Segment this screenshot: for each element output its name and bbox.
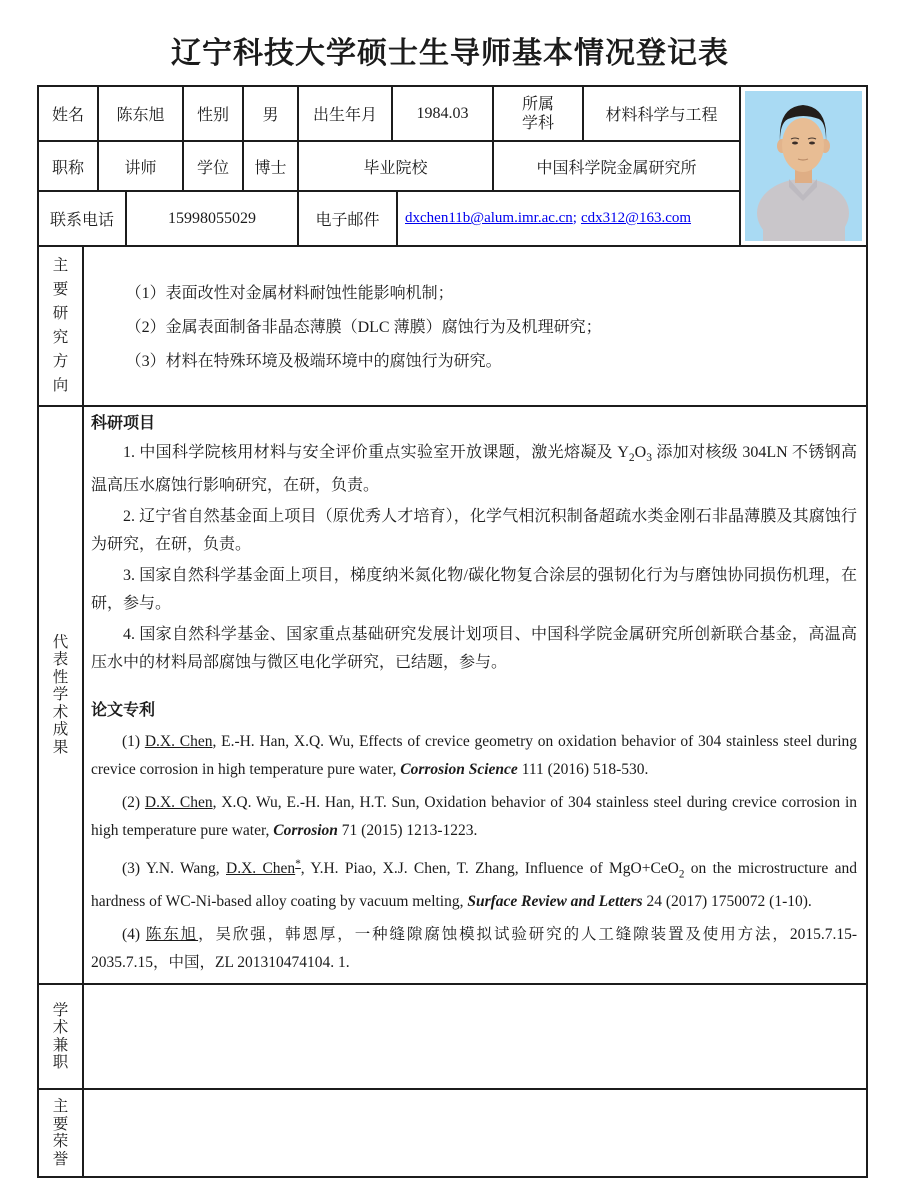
- degree-value: 博士: [244, 142, 299, 190]
- job-title-value: 讲师: [99, 142, 184, 190]
- achievements-label: 代表性学术成果: [39, 407, 84, 983]
- basic-info-block: [39, 87, 866, 245]
- major-honors-label: 主要荣誉: [39, 1090, 84, 1176]
- photo-cell: [741, 87, 866, 245]
- portrait-photo: [745, 91, 862, 241]
- name-value: 陈东旭: [99, 87, 184, 140]
- academic-positions-label: 学术兼职: [39, 985, 84, 1088]
- birth-label: 出生年月: [299, 87, 393, 140]
- email-value: [398, 192, 741, 245]
- phone-value: 15998055029: [127, 192, 299, 245]
- page-title: 辽宁科技大学硕士生导师基本情况登记表: [171, 37, 729, 70]
- research-directions-row: [39, 245, 866, 407]
- papers-header: 论文专利: [91, 702, 156, 720]
- gender-label: 性别: [184, 87, 244, 140]
- discipline-label: [494, 87, 584, 140]
- direction-item: （1）表面改性对金属材料耐蚀性能影响机制；: [125, 285, 454, 302]
- project-item: 2. 辽宁省自然基金面上项目（原优秀人才培育），化学气相沉积制备超疏水类金刚石非晶薄膜及其腐蚀行为研究，在研，负责。: [91, 508, 857, 554]
- paper-item: (2) D.X. Chen, X.Q. Wu, E.-H. Han, H.T. Sun, Oxidation behavior of 304 stainless steel during crevice corrosion in high temperature pure water, Corrosion 71 (2015) 1213-1223.: [91, 794, 858, 840]
- school-label: 毕业院校: [299, 142, 494, 190]
- school-value: 中国科学院金属研究所: [494, 142, 741, 190]
- research-directions-content: [84, 247, 866, 405]
- job-title-label: 职称: [39, 142, 99, 190]
- projects-header: 科研项目: [91, 415, 156, 432]
- email-link-secondary[interactable]: cdx312@163.com: [580, 210, 692, 226]
- major-honors-content: [84, 1090, 866, 1176]
- supervisor-info-table: [37, 85, 868, 1178]
- direction-item: （3）材料在特殊环境及极端环境中的腐蚀行为研究。: [125, 353, 502, 370]
- gender-value: 男: [244, 87, 299, 140]
- email-label: 电子邮件: [299, 192, 398, 245]
- project-item: 4. 国家自然科学基金、国家重点基础研究发展计划项目、中国科学院金属研究所创新联合基金，高温高压水中的材料局部腐蚀与微区电化学研究，已结题，参与。: [91, 626, 857, 672]
- achievements-content: [84, 407, 866, 983]
- paper-item: (3) Y.N. Wang, D.X. Chen*, Y.H. Piao, X.J. Chen, T. Zhang, Influence of MgO+CeO$_2$ on the microstructure and hardness of WC-Ni-based alloy coating by vacuum melting, Surface Review and Letters 24 (2017) 1750072 (1-10).: [91, 858, 857, 911]
- direction-item: （2）金属表面制备非晶态薄膜（DLC 薄膜）腐蚀行为及机理研究；: [125, 319, 602, 336]
- achievements-row: [39, 407, 866, 985]
- project-item: 3. 国家自然科学基金面上项目，梯度纳米氮化物/碳化物复合涂层的强韧化行为与磨蚀协同损伤机理，在研，参与。: [91, 567, 857, 613]
- academic-positions-row: [39, 985, 866, 1090]
- project-item: 1. 中国科学院核用材料与安全评价重点实验室开放课题，激光熔凝及 $Y_2O_3$ 添加对核级 304LN 不锈钢高温高压水腐蚀行影响研究，在研，负责。: [91, 444, 857, 495]
- phone-label: 联系电话: [39, 192, 127, 245]
- research-directions-label: 主要研究方向: [39, 247, 84, 405]
- academic-positions-content: [84, 985, 866, 1088]
- name-label: 姓名: [39, 87, 99, 140]
- major-honors-row: [39, 1090, 866, 1176]
- paper-item: (4) 陈东旭，吴欣强，韩恩厚，一种缝隙腐蚀模拟试验研究的人工缝隙装置及使用方法，2015.7.15-2035.7.15，中国，ZL 201310474104. 1.: [91, 926, 857, 972]
- discipline-label-text: 所属学科: [521, 95, 554, 132]
- email-link-primary[interactable]: dxchen11b@alum.imr.ac.cn: [405, 210, 573, 226]
- discipline-value: 材料科学与工程: [584, 87, 741, 140]
- degree-label: 学位: [184, 142, 244, 190]
- paper-item: (1) D.X. Chen, E.-H. Han, X.Q. Wu, Effects of crevice geometry on oxidation behavior of 304 stainless steel during crevice corrosion in high temperature pure water, Corrosion Science 111 (2016) 518-530.: [91, 733, 857, 779]
- birth-value: 1984.03: [393, 87, 494, 140]
- email-separator: ;: [572, 210, 577, 226]
